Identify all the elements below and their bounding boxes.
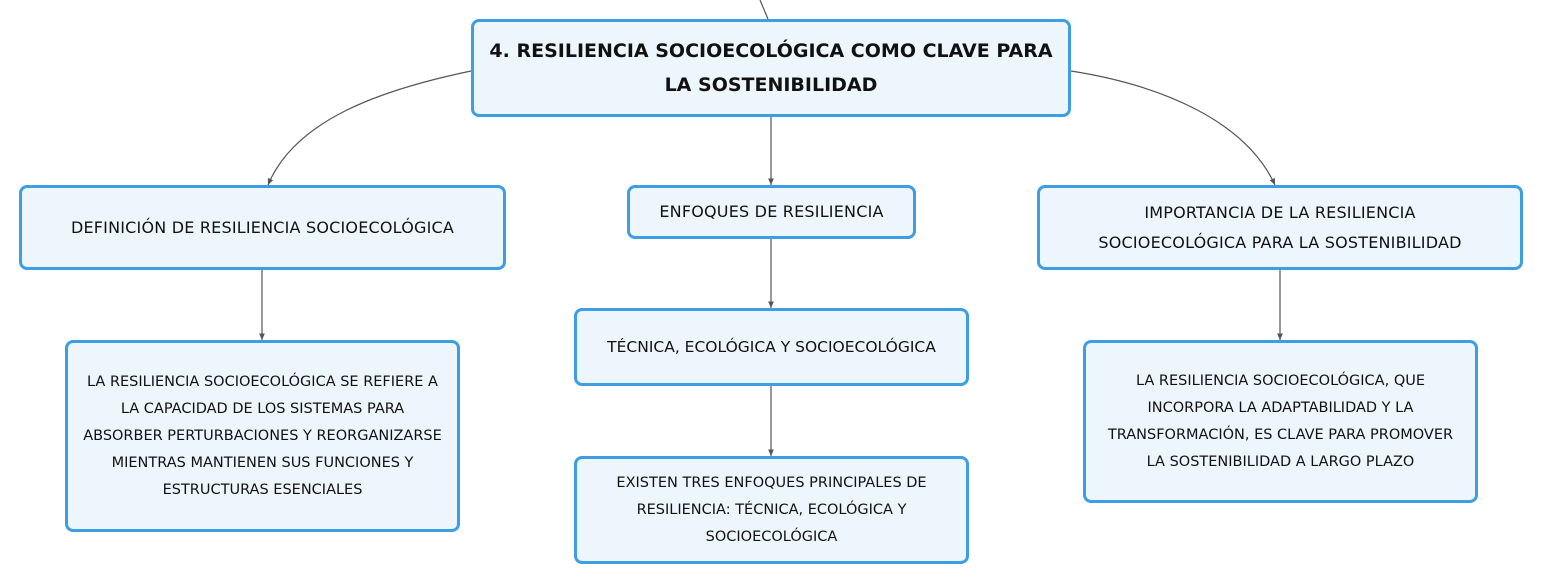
root-topic-label: 4. RESILIENCIA SOCIOECOLÓGICA COMO CLAVE PARA LA SOSTENIBILIDAD	[489, 40, 1053, 96]
subtopic-existen-label: EXISTEN TRES ENFOQUES PRINCIPALES DE RESILIENCIA: TÉCNICA, ECOLÓGICA Y SOCIOECOLÓGICA	[616, 474, 927, 545]
subtopic-existen[interactable]	[574, 456, 969, 564]
subtopic-importancia-detail-label: LA RESILIENCIA SOCIOECOLÓGICA, QUE INCORPORA LA ADAPTABILIDAD Y LA TRANSFORMACIÓN, ES CLAVE PARA PROMOVER LA SOSTENIBILIDAD A LARGO PLAZO	[1107, 372, 1454, 470]
subtopic-tecnica[interactable]	[574, 308, 969, 386]
connector-incoming	[760, 0, 768, 19]
topic-enfoques-label: ENFOQUES DE RESILIENCIA	[659, 202, 884, 221]
subtopic-definicion-detail-label: LA RESILIENCIA SOCIOECOLÓGICA SE REFIERE A LA CAPACIDAD DE LOS SISTEMAS PARA ABSORBER PERTURBACIONES Y REORGANIZARSE MIENTRAS MANTIENEN SUS FUNCIONES Y ESTRUCTURAS ESENCIALES	[83, 373, 442, 498]
subtopic-definicion-detail[interactable]	[65, 340, 460, 532]
topic-enfoques[interactable]	[627, 185, 916, 239]
root-topic[interactable]	[471, 19, 1071, 117]
connector-root-to-definicion	[268, 71, 471, 185]
topic-importancia-label: IMPORTANCIA DE LA RESILIENCIA SOCIOECOLÓGICA PARA LA SOSTENIBILIDAD	[1098, 202, 1462, 252]
connector-root-to-importancia	[1071, 71, 1275, 185]
topic-definicion[interactable]	[19, 185, 506, 270]
topic-definicion-label: DEFINICIÓN DE RESILIENCIA SOCIOECOLÓGICA	[70, 217, 455, 237]
subtopic-importancia-detail[interactable]	[1083, 340, 1478, 503]
subtopic-tecnica-label: TÉCNICA, ECOLÓGICA Y SOCIOECOLÓGICA	[607, 337, 936, 356]
topic-importancia[interactable]	[1037, 185, 1523, 270]
